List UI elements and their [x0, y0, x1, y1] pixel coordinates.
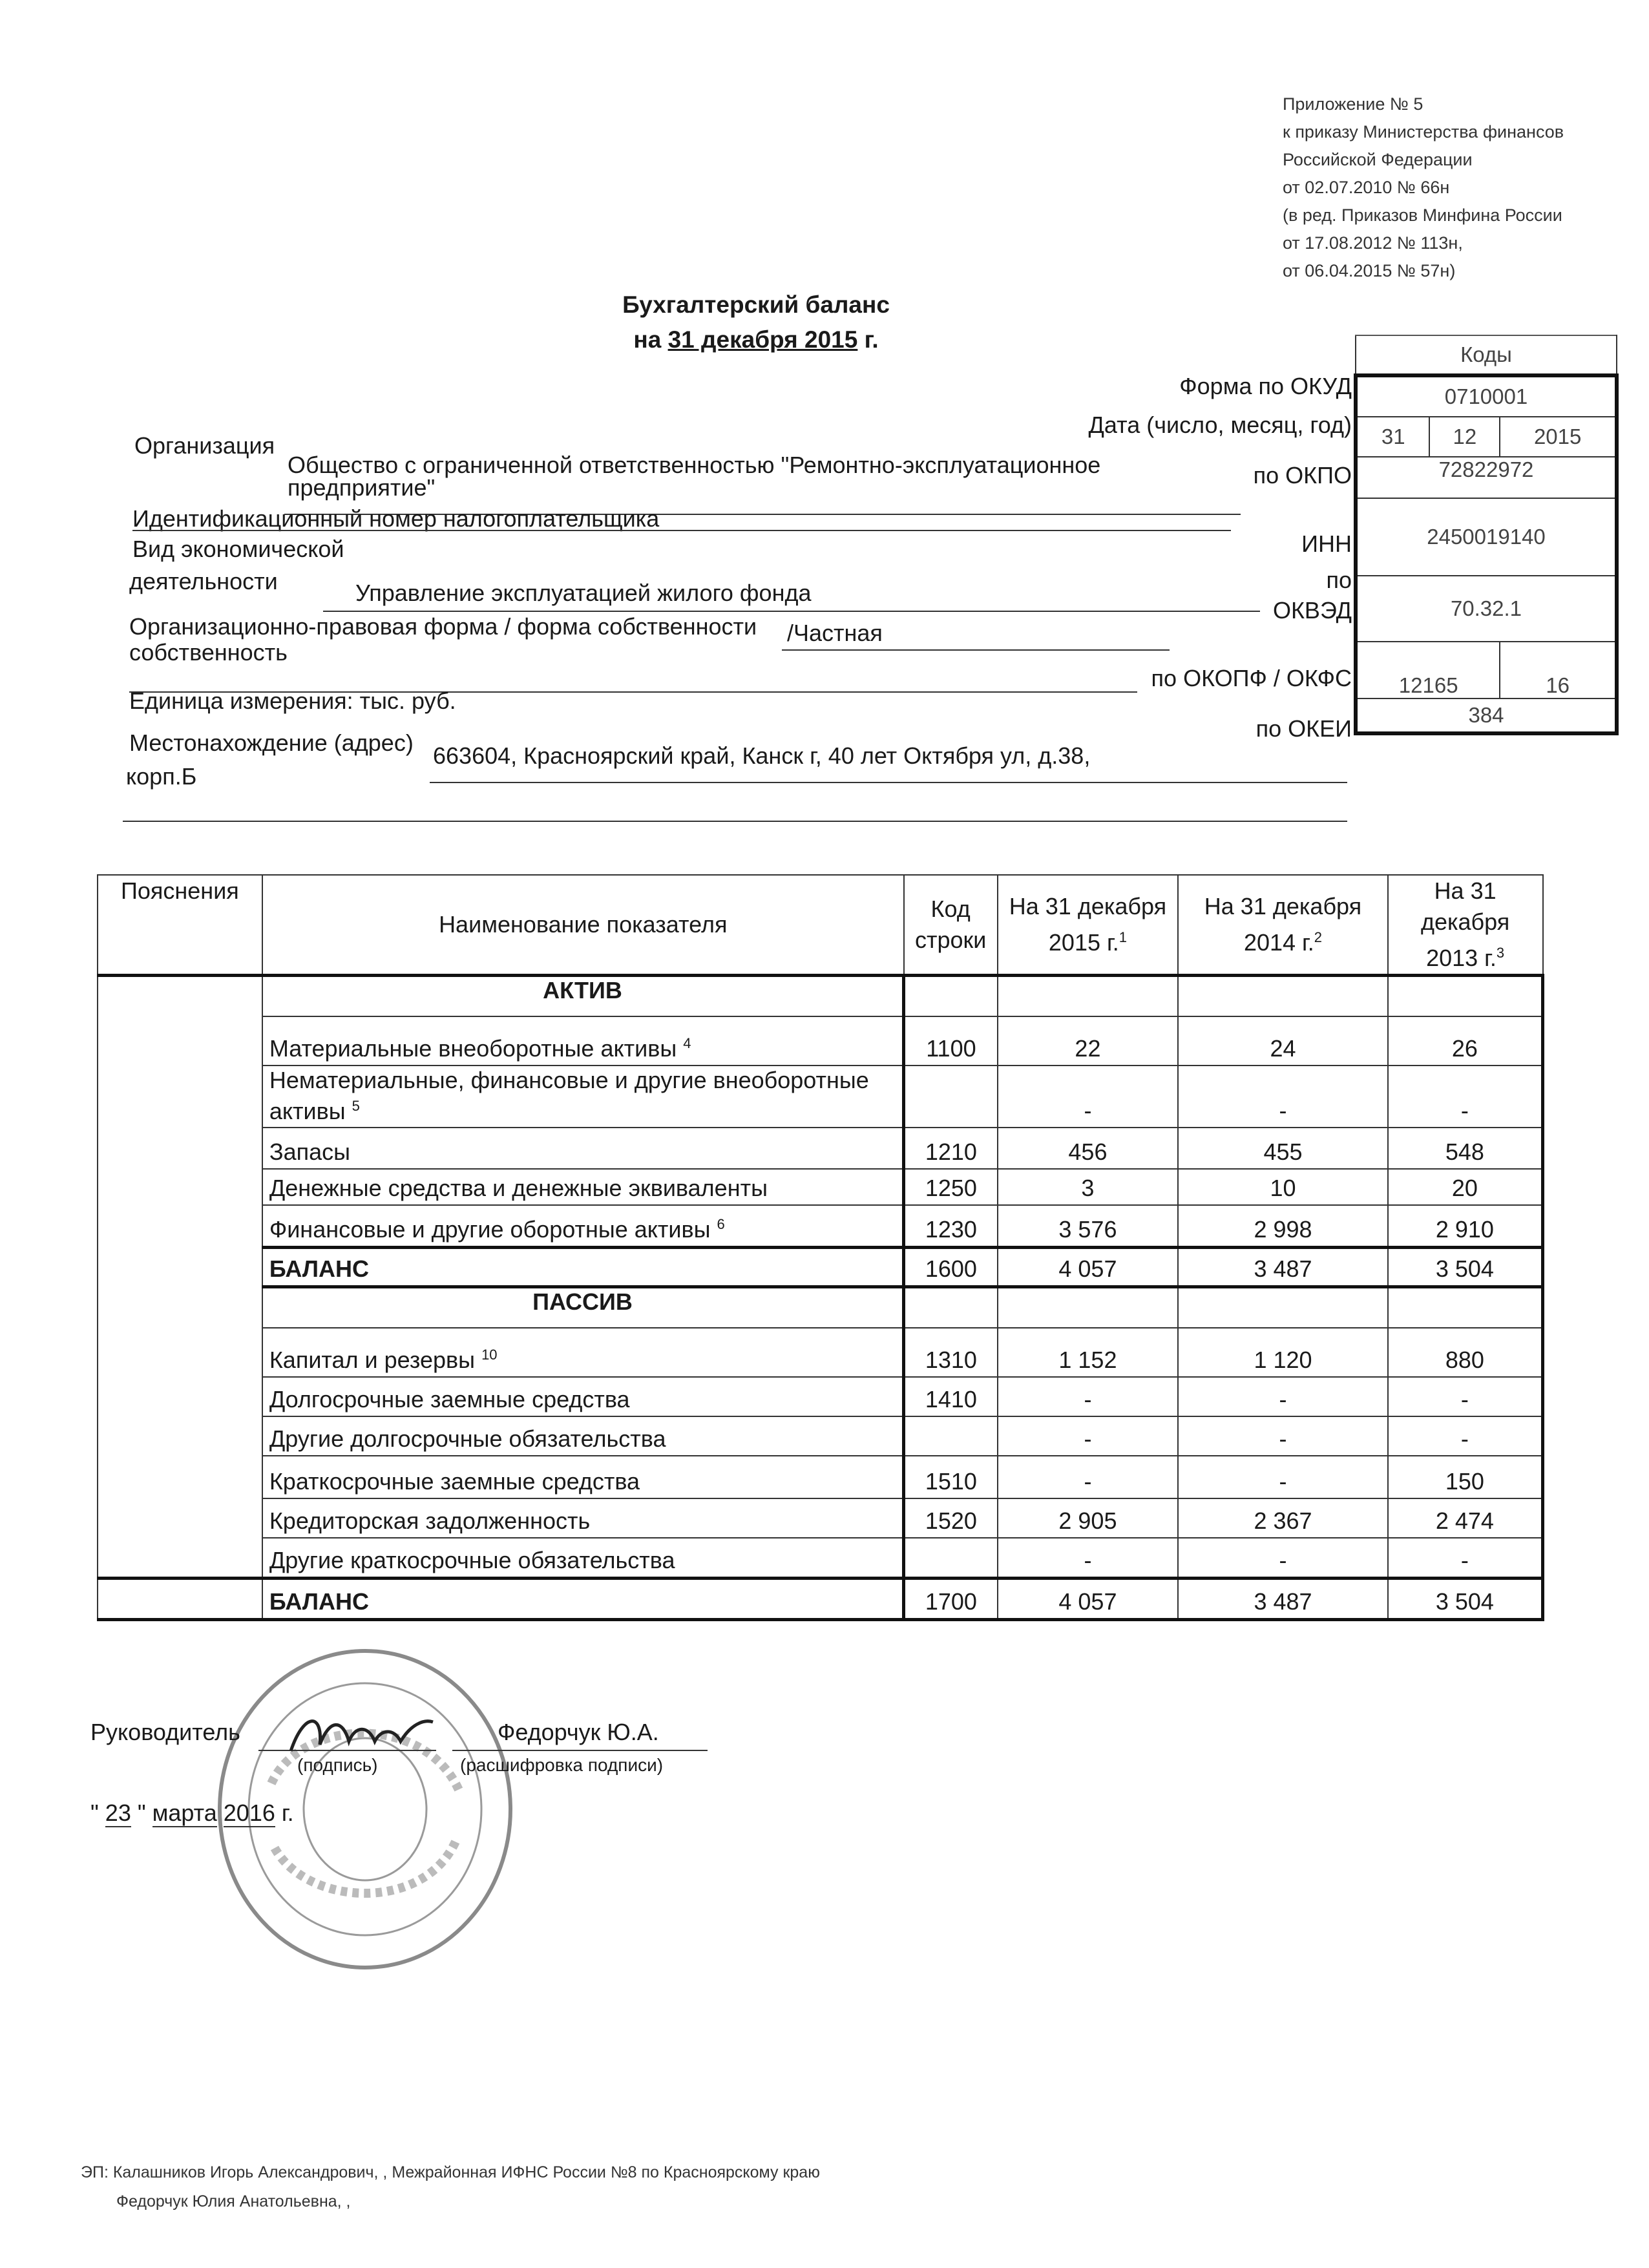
empty-cell: [1178, 1287, 1387, 1328]
row-2015: -: [998, 1416, 1179, 1456]
date-quote: ": [90, 1800, 99, 1826]
okpo-code: 72822972: [1356, 457, 1617, 498]
okei-code: 384: [1356, 698, 1617, 733]
row-code: 1100: [904, 1016, 998, 1066]
row-2015: 1 152: [998, 1328, 1179, 1377]
appendix-line: от 17.08.2012 № 113н,: [1283, 233, 1463, 253]
row-name: Другие краткосрочные обязательства: [262, 1538, 904, 1579]
balance-row: [98, 1248, 1543, 1287]
row-2015: -: [998, 1456, 1179, 1498]
date-label: Дата (число, месяц, год): [1088, 412, 1352, 438]
row-name: Долгосрочные заемные средства: [262, 1377, 904, 1416]
empty-cell: [1388, 1287, 1543, 1328]
date-day: 23: [105, 1800, 131, 1826]
title-line-1: Бухгалтерский баланс: [622, 291, 890, 318]
empty-cell: [1388, 976, 1543, 1017]
row-2015: 22: [998, 1016, 1179, 1066]
row-2014: 10: [1178, 1169, 1387, 1205]
unit-label: Единица измерения: тыс. руб.: [129, 688, 456, 714]
activity-label-2: деятельности: [129, 568, 278, 594]
row-2013: 150: [1388, 1456, 1543, 1498]
row-2013: 880: [1388, 1328, 1543, 1377]
okud-code: 0710001: [1356, 375, 1617, 417]
table-row: [98, 1066, 1543, 1128]
date-day: 31: [1356, 417, 1429, 457]
row-name: Краткосрочные заемные средства: [262, 1456, 904, 1498]
row-2013: 2 474: [1388, 1498, 1543, 1538]
org-name-1: Общество с ограниченной ответственностью "Ремонтно-эксплуатационное: [288, 452, 1101, 478]
row-2015: 3 576: [998, 1205, 1179, 1248]
inn-code-label: ИНН: [1301, 530, 1352, 557]
row-name: Кредиторская задолженность: [262, 1498, 904, 1538]
row-code: [904, 1416, 998, 1456]
row-2014: -: [1178, 1538, 1387, 1579]
row-2014: 24: [1178, 1016, 1387, 1066]
row-code: [904, 1538, 998, 1579]
row-name: Материальные внеоборотные активы $^4$: [262, 1016, 904, 1066]
document-title: [452, 288, 1060, 357]
empty-cell: [98, 1579, 262, 1620]
footer-line-1: ЭП: Калашников Игорь Александрович, , Межрайонная ИФНС России №8 по Красноярскому краю: [81, 2163, 820, 2181]
table-row: [98, 1416, 1543, 1456]
row-2015: -: [998, 1377, 1179, 1416]
table-row: [98, 1538, 1543, 1579]
appendix-line: от 06.04.2015 № 57н): [1283, 261, 1456, 280]
address-label: Местонахождение (адрес): [129, 730, 414, 756]
row-code: 1510: [904, 1456, 998, 1498]
table-row: [98, 1169, 1543, 1205]
row-2013: -: [1388, 1066, 1543, 1128]
date-suffix: г.: [281, 1800, 294, 1826]
empty-cell: [998, 976, 1179, 1017]
appendix-line: от 02.07.2010 № 66н: [1283, 178, 1450, 197]
row-2014: 455: [1178, 1128, 1387, 1169]
date-year: 2015: [1500, 417, 1617, 457]
balance-code: 1600: [904, 1248, 998, 1287]
address-underline: [430, 782, 1347, 783]
title-line-2: [452, 322, 1060, 357]
row-2014: 2 367: [1178, 1498, 1387, 1538]
notes-column: [98, 976, 262, 1579]
okopf-label: по ОКОПФ / ОКФС: [1151, 665, 1352, 691]
table-row: [98, 1456, 1543, 1498]
row-code: 1520: [904, 1498, 998, 1538]
appendix-note: [1283, 90, 1564, 285]
row-name: Нематериальные, финансовые и другие внеоборотные активы $^5$: [262, 1066, 904, 1128]
empty-cell: [1178, 976, 1387, 1017]
row-2013: -: [1388, 1377, 1543, 1416]
title-date: 31 декабря 2015: [667, 326, 858, 353]
row-2014: 1 120: [1178, 1328, 1387, 1377]
row-2015: 3: [998, 1169, 1179, 1205]
table-row: [98, 1016, 1543, 1066]
balance-code: 1700: [904, 1579, 998, 1620]
okved-label-1: по: [1326, 567, 1352, 593]
row-name: Денежные средства и денежные эквиваленты: [262, 1169, 904, 1205]
empty-cell: [904, 976, 998, 1017]
title-suffix: г.: [864, 326, 879, 353]
header-2014: На 31 декабря 2014 г.$^2$: [1178, 875, 1387, 976]
row-2014: 2 998: [1178, 1205, 1387, 1248]
org-name-2: предприятие": [288, 474, 436, 501]
header-2015: На 31 декабря 2015 г.$^1$: [998, 875, 1179, 976]
balance-2014: 3 487: [1178, 1248, 1387, 1287]
balance-2013: 3 504: [1388, 1579, 1543, 1620]
okved-code: 70.32.1: [1356, 576, 1617, 642]
section-liability: ПАССИВ: [262, 1287, 904, 1328]
row-2014: -: [1178, 1066, 1387, 1128]
balance-2013: 3 504: [1388, 1248, 1543, 1287]
name-line: [452, 1750, 708, 1751]
okfs-code: 16: [1500, 642, 1617, 698]
date-month: 12: [1429, 417, 1500, 457]
row-2015: -: [998, 1538, 1179, 1579]
head-label: Руководитель: [90, 1719, 240, 1745]
date-quote: ": [137, 1800, 146, 1826]
e-signature-footer: [81, 2158, 820, 2216]
row-code: 1410: [904, 1377, 998, 1416]
okopf-code: 12165: [1356, 642, 1500, 698]
balance-row: [98, 1579, 1543, 1620]
table-row: [98, 1328, 1543, 1377]
row-2015: -: [998, 1066, 1179, 1128]
date-month: марта: [152, 1800, 217, 1826]
row-2014: -: [1178, 1456, 1387, 1498]
row-code: 1210: [904, 1128, 998, 1169]
row-code: 1250: [904, 1169, 998, 1205]
legal-form-value-text: Частная: [793, 620, 883, 646]
okpo-label: по ОКПО: [1253, 462, 1352, 488]
legal-form-value: /Частная: [787, 620, 883, 646]
inn-code: 2450019140: [1356, 498, 1617, 576]
legal-form-label: Организационно-правовая форма / форма собственности: [129, 613, 757, 640]
balance-label: БАЛАНС: [262, 1248, 904, 1287]
table-row: [98, 1128, 1543, 1169]
address-underline-2: [123, 821, 1347, 822]
okud-label: Форма по ОКУД: [1179, 373, 1352, 399]
footer-line-2: Федорчук Юлия Анатольевна, ,: [116, 2192, 351, 2210]
header-code: Код строки: [904, 875, 998, 976]
header-2013: На 31 декабря 2013 г.$^3$: [1388, 875, 1543, 976]
okved-label-2: ОКВЭД: [1272, 597, 1352, 624]
row-2013: 2 910: [1388, 1205, 1543, 1248]
activity-value: Управление эксплуатацией жилого фонда: [355, 580, 812, 606]
activity-underline: [323, 611, 1260, 612]
table-row: [98, 1205, 1543, 1248]
row-name: Капитал и резервы $^{10}$: [262, 1328, 904, 1377]
okei-label: по ОКЕИ: [1255, 715, 1352, 742]
row-name: Финансовые и другие оборотные активы $^6$: [262, 1205, 904, 1248]
title-prefix: на: [633, 326, 662, 353]
appendix-line: Российской Федерации: [1283, 150, 1473, 169]
empty-cell: [998, 1287, 1179, 1328]
header-name: Наименование показателя: [262, 875, 904, 976]
address-value: 663604, Красноярский край, Канск г, 40 лет Октября ул, д.38,: [433, 742, 1091, 769]
inn-label: Идентификационный номер налогоплательщика: [132, 505, 660, 532]
balance-label: БАЛАНС: [262, 1579, 904, 1620]
inn-underline: [132, 530, 1231, 531]
row-code: [904, 1066, 998, 1128]
name-caption: (расшифровка подписи): [460, 1755, 664, 1775]
row-2013: 20: [1388, 1169, 1543, 1205]
appendix-line: к приказу Министерства финансов: [1283, 122, 1564, 142]
sign-caption: (подпись): [297, 1755, 378, 1775]
row-code: 1310: [904, 1328, 998, 1377]
row-2014: -: [1178, 1416, 1387, 1456]
row-code: 1230: [904, 1205, 998, 1248]
balance-2015: 4 057: [998, 1248, 1179, 1287]
balance-2015: 4 057: [998, 1579, 1179, 1620]
row-name: Запасы: [262, 1128, 904, 1169]
appendix-line: (в ред. Приказов Минфина России: [1283, 205, 1562, 225]
section-asset: АКТИВ: [262, 976, 904, 1017]
table-row: [98, 1498, 1543, 1538]
row-2013: -: [1388, 1538, 1543, 1579]
legal-form-underline: [782, 649, 1170, 651]
row-2015: 456: [998, 1128, 1179, 1169]
row-2013: -: [1388, 1416, 1543, 1456]
codes-title: Коды: [1356, 335, 1617, 375]
address-value-2: корп.Б: [126, 763, 197, 790]
row-2014: -: [1178, 1377, 1387, 1416]
header-notes: Пояснения: [98, 875, 262, 976]
balance-2014: 3 487: [1178, 1579, 1387, 1620]
appendix-line: Приложение № 5: [1283, 94, 1423, 114]
balance-table: [97, 874, 1544, 1621]
sign-date: [90, 1800, 294, 1827]
org-label: Организация: [134, 432, 275, 459]
row-2013: 548: [1388, 1128, 1543, 1169]
legal-form-label-2: собственность: [129, 639, 288, 666]
signer-name: Федорчук Ю.А.: [498, 1719, 659, 1745]
table-row: [98, 1377, 1543, 1416]
row-2015: 2 905: [998, 1498, 1179, 1538]
date-year: 2016: [223, 1800, 275, 1826]
activity-label-1: Вид экономической: [132, 536, 344, 562]
empty-cell: [904, 1287, 998, 1328]
row-2013: 26: [1388, 1016, 1543, 1066]
codes-table: [1354, 335, 1619, 735]
row-name: Другие долгосрочные обязательства: [262, 1416, 904, 1456]
